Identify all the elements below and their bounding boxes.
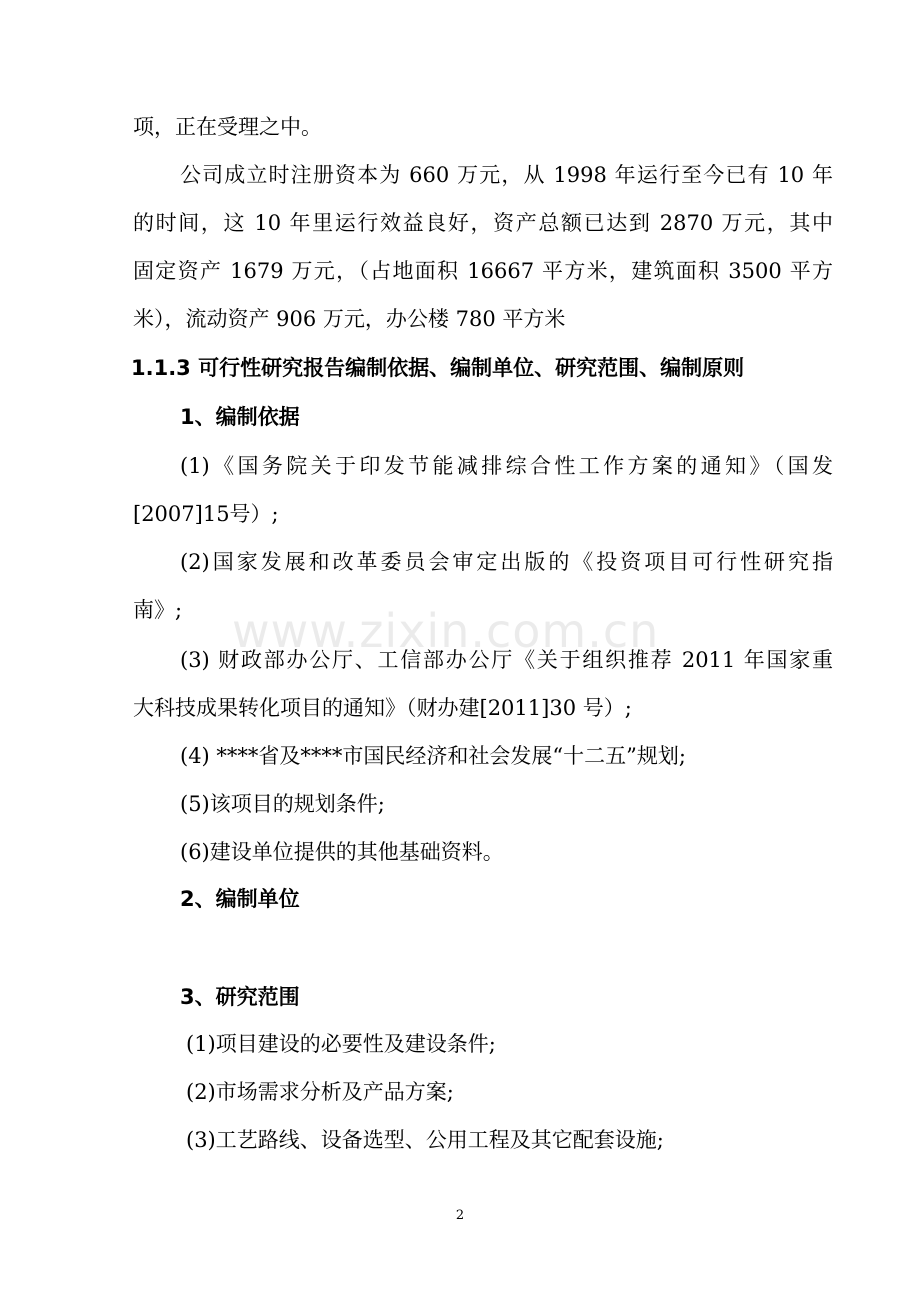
- paragraph-line: 米），流动资产 906 万元，办公楼 780 平方米: [133, 307, 566, 331]
- paragraph-line: 公司成立时注册资本为 660 万元，从 1998 年运行至今已有 10 年: [180, 163, 833, 187]
- list-item: (4) ****省及****市国民经济和社会发展“十二五”规划;: [180, 744, 686, 768]
- section-heading: 1.1.3 可行性研究报告编制依据、编制单位、研究范围、编制原则: [131, 356, 745, 380]
- list-item: (2)国家发展和改革委员会审定出版的《投资项目可行性研究指: [180, 550, 833, 574]
- list-item: (2)市场需求分析及产品方案;: [186, 1080, 454, 1104]
- list-item-continuation: [2007]15号）;: [133, 502, 279, 526]
- list-item: (5)该项目的规划条件;: [180, 792, 385, 816]
- subheading-unit: 2、编制单位: [180, 887, 300, 911]
- page-number: 2: [455, 1208, 465, 1223]
- paragraph-line: 的时间，这 10 年里运行效益良好，资产总额已达到 2870 万元，其中: [133, 211, 833, 235]
- subheading-scope: 3、研究范围: [180, 985, 300, 1009]
- list-item-continuation: 大科技成果转化项目的通知》（财办建[2011]30 号）;: [133, 696, 632, 720]
- list-item: (1)项目建设的必要性及建设条件;: [186, 1032, 496, 1056]
- list-item: (6)建设单位提供的其他基础资料。: [180, 840, 504, 864]
- paragraph-line: 项，正在受理之中。: [133, 115, 322, 139]
- paragraph-line: 固定资产 1679 万元，（占地面积 16667 平方米，建筑面积 3500 平方: [133, 259, 833, 283]
- subheading-basis: 1、编制依据: [180, 405, 300, 429]
- list-item: (3)工艺路线、设备选型、公用工程及其它配套设施;: [186, 1128, 664, 1152]
- list-item: (1)《国务院关于印发节能减排综合性工作方案的通知》（国发: [180, 454, 833, 478]
- watermark: www.zixin.com.cn: [232, 604, 660, 658]
- list-item: (3) 财政部办公厅、工信部办公厅《关于组织推荐 2011 年国家重: [180, 648, 833, 672]
- list-item-continuation: 南》;: [133, 598, 183, 622]
